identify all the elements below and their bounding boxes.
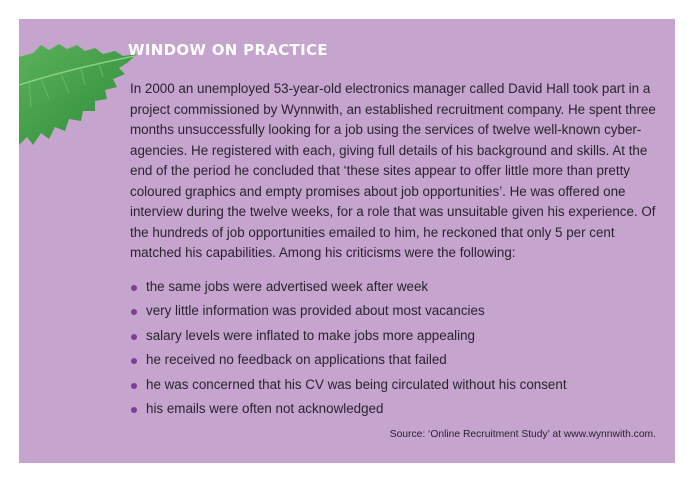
bullet-dot-icon: [131, 285, 137, 291]
list-item: [130, 277, 660, 301]
criticisms-list: [130, 277, 660, 423]
list-item-text: he received no feedback on applications that failed: [146, 352, 447, 368]
list-item: [130, 350, 660, 374]
body-paragraph: In 2000 an unemployed 53-year-old electronics manager called David Hall took part in a project commissioned by Wynnwith, an established recruitment company. He spent three months unsuccessfully looking for a job using the services of twelve well-known cyber-agencies. He registered with each, giving full details of his background and skills. At the end of the period he concluded that ‘these sites appear to offer little more than pretty coloured graphics and empty promises about job opportunities’. He was offered one interview during the twelve weeks, for a role that was unsuitable given his experience. Of the hundreds of job opportunities emailed to him, he reckoned that only 5 per cent matched his capabilities. Among his criticisms were the following:: [130, 81, 656, 260]
list-item: [130, 375, 660, 399]
list-item: [130, 399, 660, 423]
source-citation: Source: ‘Online Recruitment Study’ at www.wynnwith.com.: [389, 429, 656, 440]
bullet-dot-icon: [131, 383, 137, 389]
list-item: [130, 301, 660, 325]
bullet-dot-icon: [131, 334, 137, 340]
window-on-practice-box: [19, 19, 675, 463]
leaf-icon: [19, 41, 144, 161]
list-item-text: he was concerned that his CV was being circulated without his consent: [146, 376, 567, 392]
bullet-dot-icon: [131, 309, 137, 315]
list-item-text: salary levels were inflated to make jobs more appealing: [146, 327, 475, 343]
list-item-text: his emails were often not acknowledged: [146, 400, 384, 416]
box-title: WINDOW ON PRACTICE: [128, 41, 328, 59]
list-item-text: very little information was provided about most vacancies: [146, 303, 485, 319]
bullet-dot-icon: [131, 407, 137, 413]
bullet-dot-icon: [131, 358, 137, 364]
list-item: [130, 326, 660, 350]
list-item-text: the same jobs were advertised week after week: [146, 279, 429, 294]
